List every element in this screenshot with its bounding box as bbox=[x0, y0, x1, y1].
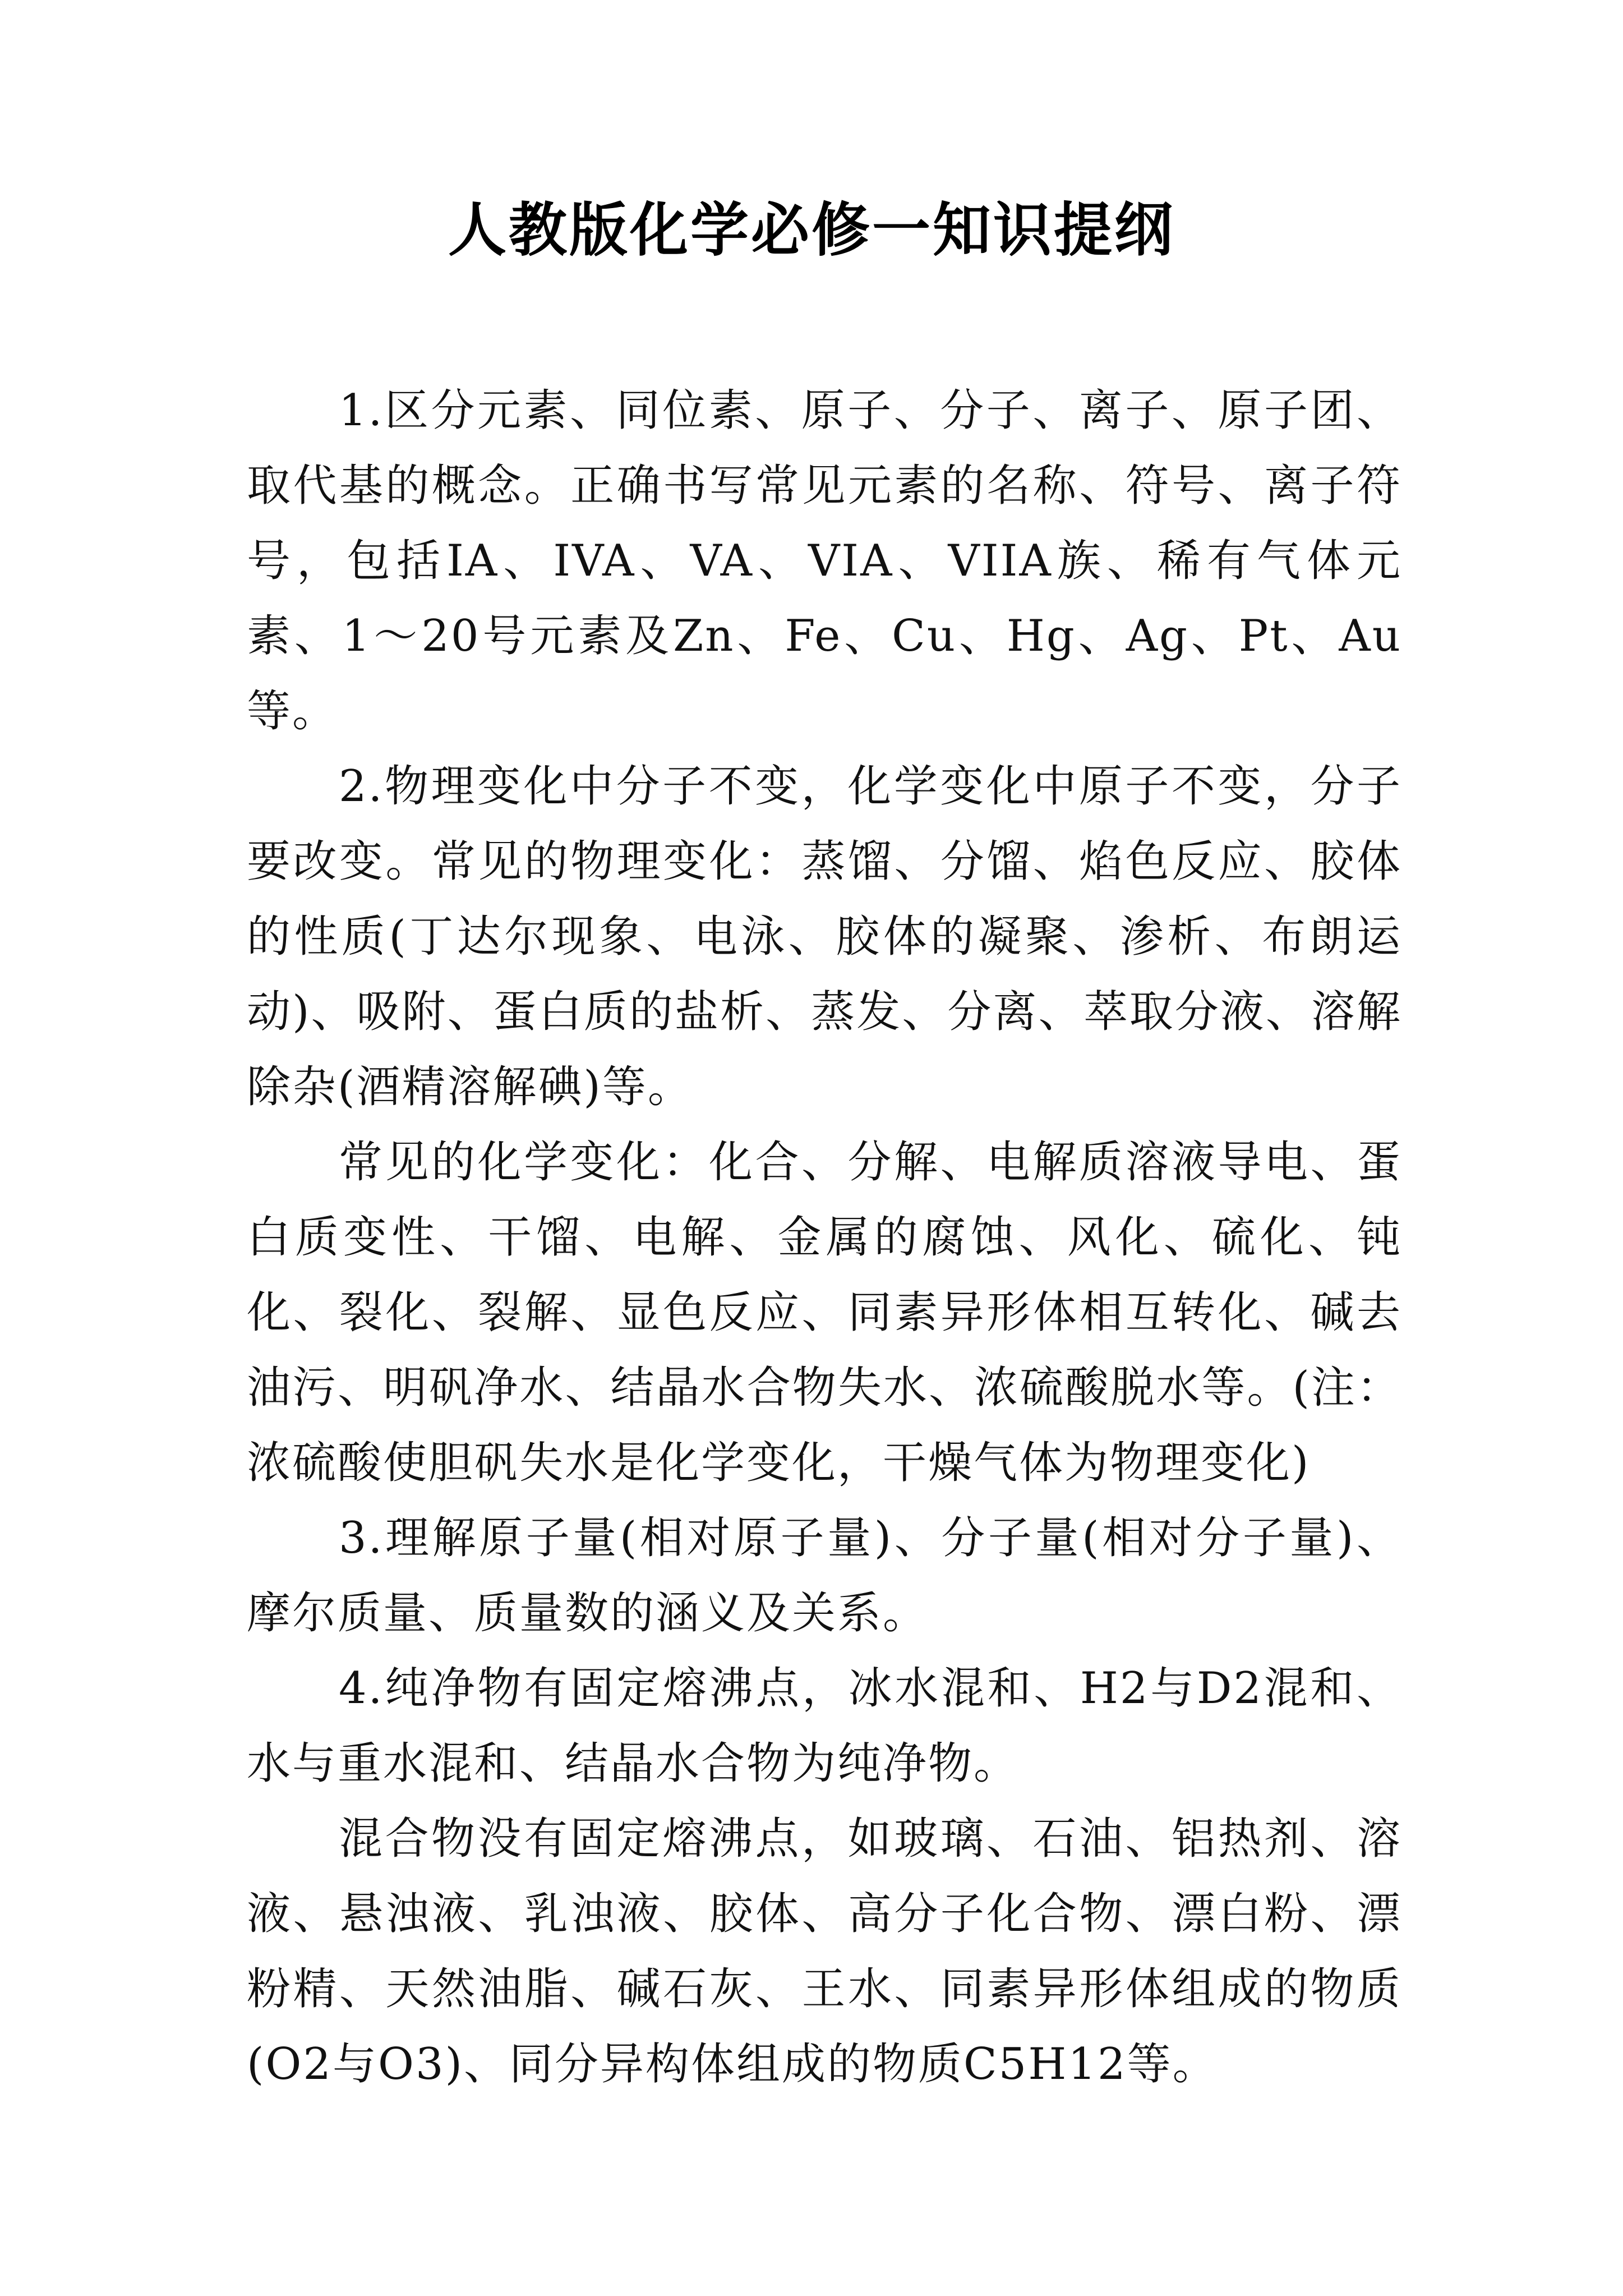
document-title: 人教版化学必修一知识提纲 bbox=[448, 195, 1175, 264]
paragraph-6: 混合物没有固定熔沸点，如玻璃、石油、铝热剂、溶液、悬浊液、乳浊液、胶体、高分子化合物、漂白粉、漂粉精、天然油脂、碱石灰、王水、同素异形体组成的物质(O2与O3)、同分异构体组成的物质C5H12等。 bbox=[247, 1814, 1402, 2090]
document-body bbox=[247, 373, 1402, 2102]
paragraph-5: 4.纯净物有固定熔沸点，冰水混和、H2与D2混和、水与重水混和、结晶水合物为纯净物。 bbox=[247, 1663, 1402, 1789]
paragraph-1: 1.区分元素、同位素、原子、分子、离子、原子团、取代基的概念。正确书写常见元素的名称、符号、离子符号，包括IA、IVA、VA、VIA、VIIA族、稀有气体元素、1～20号元素及Zn、Fe、Cu、Hg、Ag、Pt、Au等。 bbox=[247, 385, 1402, 737]
paragraph-3: 常见的化学变化：化合、分解、电解质溶液导电、蛋白质变性、干馏、电解、金属的腐蚀、风化、硫化、钝化、裂化、裂解、显色反应、同素异形体相互转化、碱去油污、明矾净水、结晶水合物失水、浓硫酸脱水等。(注：浓硫酸使胆矾失水是化学变化，干燥气体为物理变化) bbox=[247, 1137, 1402, 1488]
paragraph-2: 2.物理变化中分子不变，化学变化中原子不变，分子要改变。常见的物理变化：蒸馏、分馏、焰色反应、胶体的性质(丁达尔现象、电泳、胶体的凝聚、渗析、布朗运动)、吸附、蛋白质的盐析、蒸发、分离、萃取分液、溶解除杂(酒精溶解碘)等。 bbox=[247, 761, 1402, 1112]
paragraph-4: 3.理解原子量(相对原子量)、分子量(相对分子量)、摩尔质量、质量数的涵义及关系。 bbox=[247, 1513, 1402, 1639]
